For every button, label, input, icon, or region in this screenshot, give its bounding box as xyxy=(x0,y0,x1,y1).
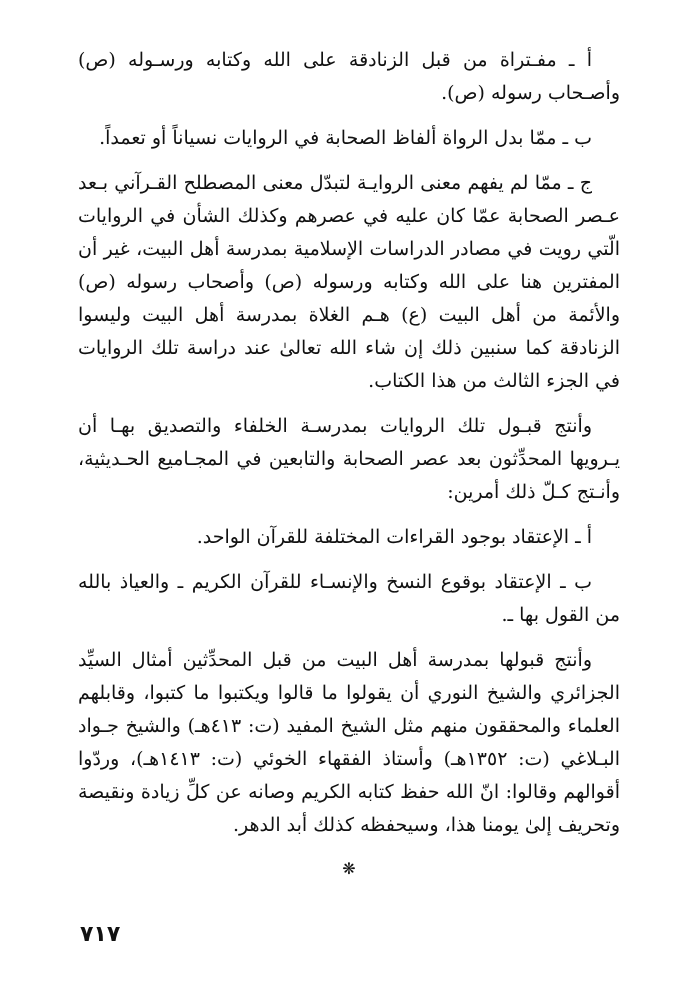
section-separator: ❋ xyxy=(342,859,356,878)
paragraph-matter-a: أ ـ الإعتقاد بوجود القراءات المختلفة للقرآن الواحد. xyxy=(196,526,592,548)
paragraph-item-c: ج ـ ممّا لم يفهم معنى الروايـة لتبدّل معنى المصطلح القـرآني بـعد عـصر الصحابة عمّا كان عليه في عصرهم وكذلك الشأن في الروايات الّتي رويت في مصادر الدراسات الإسلامية بمدرسة أهل البيت، غير أن المفترين هنا على الله وكتابه ورسوله (ص) وأصحاب رسوله (ص) والأئمة من أهل البيت (ع) هـم الغلاة بمدرسة أهل البيت وليسوا الزنادقة كما سنبين ذلك إن شاء الله تعالىٰ عند دراسة تلك الروايات في الجزء الثالث من هذا الكتاب. xyxy=(78,172,620,392)
paragraph-item-b: ب ـ ممّا بدل الرواة ألفاظ الصحابة في الروايات نسياناً أو تعمداً. xyxy=(99,127,592,149)
paragraph-result-2: وأنتج قبولها بمدرسة أهل البيت من قبل المحدِّثين أمثال السيِّد الجزائري والشيخ النوري أن يقولوا ما قالوا ويكتبوا ما كتبوا، وقابلهم العلماء والمحققون منهم مثل الشيخ المفيد (ت: ٤١٣هـ) والشيخ جـواد البـلاغي (ت: ١٣٥٢هـ) وأستاذ الفقهاء الخوئي (ت: ١٤١٣هـ)، وردّوا أقوالهم وقالوا: انّ الله حفظ كتابه الكريم وصانه عن كلِّ زيادة ونقيصة وتحريف إلىٰ يومنا هذا، وسيحفظه كذلك أبد الدهر. xyxy=(78,649,620,836)
paragraph-result-1: وأنتج قبـول تلك الروايات بمدرسـة الخلفاء والتصديق بهـا أن يـرويها المحدِّثون بعد عصر الصحابة والتابعين في المجـاميع الحـديثية، وأنـتج كـلّ ذلك أمرين: xyxy=(78,415,620,503)
paragraph-matter-b: ب ـ الإعتقاد بوقوع النسخ والإنسـاء للقرآن الكريم ـ والعياذ بالله من القول بها ـ. xyxy=(78,571,620,626)
page-body xyxy=(78,44,620,885)
page-number: ٧١٧ xyxy=(80,922,121,947)
paragraph-item-a: أ ـ مفـتراة من قبل الزنادقة على الله وكتابه ورسـوله (ص) وأصـحاب رسوله (ص). xyxy=(78,49,620,104)
